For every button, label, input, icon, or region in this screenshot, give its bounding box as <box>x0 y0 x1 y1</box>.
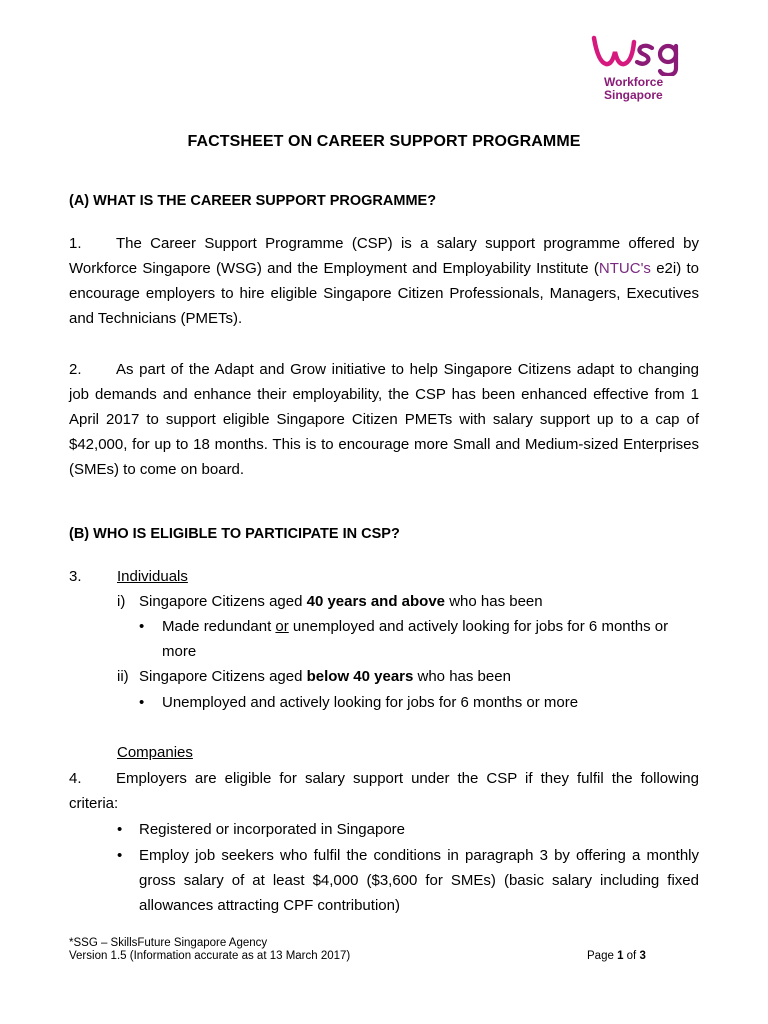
paragraph-1-number: 1. <box>69 235 82 252</box>
logo-line-workforce: Workforce <box>604 75 664 89</box>
bullet-dot-icon: • <box>117 821 123 838</box>
individuals-item-i-bullet <box>162 614 668 639</box>
bullet-dot-icon: • <box>139 694 145 711</box>
paragraph-2-number: 2. <box>69 361 82 378</box>
individuals-item-ii-pre: Singapore Citizens aged <box>139 668 307 685</box>
paragraph-3-number: 3. <box>69 568 82 585</box>
paragraph-1-text-before: The Career Support Programme (CSP) is a salary support programme offered by Workforce Singapore (WSG) and the Employment and Employability Institute ( <box>69 235 699 277</box>
bullet-i-or: or <box>275 618 289 635</box>
paragraph-4-number: 4. <box>69 770 82 787</box>
individuals-item-i-bullet-cont: more <box>162 643 197 660</box>
bullet-i-post: unemployed and actively looking for jobs for 6 months or <box>288 618 669 635</box>
roman-i-marker: i) <box>117 593 126 610</box>
page-of: of <box>623 950 640 962</box>
individuals-item-ii-bold: below 40 years <box>306 668 414 685</box>
roman-ii-marker: ii) <box>117 668 129 685</box>
paragraph-1-text-after: e2i) to encourage employers to hire eligible Singapore Citizen Professionals, Managers, Executives and Technicians (PMETs). <box>69 260 700 327</box>
company-criteria-bullet-1: Registered or incorporated in Singapore <box>139 821 405 838</box>
individuals-item-i-bold: 40 years and above <box>306 593 446 610</box>
individuals-item-ii <box>139 664 511 689</box>
individuals-item-ii-bullet: Unemployed and actively looking for jobs for 6 months or more <box>162 694 579 711</box>
bullet-i-pre: Made redundant <box>162 618 276 635</box>
bullet-dot-icon: • <box>139 618 145 635</box>
footer-version: Version 1.5 (Information accurate as at 13 March 2017) <box>69 950 351 962</box>
individuals-item-i-post: who has been <box>445 593 543 610</box>
paragraph-4-text: Employers are eligible for salary support under the CSP if they fulfil the following criteria: <box>69 770 699 812</box>
wsg-logo-mark-icon <box>588 28 698 76</box>
logo-line-singapore: Singapore <box>604 88 663 102</box>
page-title: FACTSHEET ON CAREER SUPPORT PROGRAMME <box>187 133 581 150</box>
page-label: Page <box>587 950 618 962</box>
paragraph-1 <box>69 231 699 331</box>
paragraph-1-ntuc: NTUC's <box>598 260 651 277</box>
page-total: 3 <box>639 950 646 962</box>
footer-page-number <box>587 950 646 963</box>
bullet-dot-icon: • <box>117 847 123 864</box>
individuals-label: Individuals <box>117 568 188 585</box>
section-b-heading: (B) WHO IS ELIGIBLE TO PARTICIPATE IN CSP? <box>69 526 400 542</box>
company-criteria-bullet-2: Employ job seekers who fulfil the conditions in paragraph 3 by offering a monthly gross salary of at least $4,000 ($3,600 for SMEs) (basic salary including fixed allowances attracting CPF contribution) <box>139 847 699 914</box>
wsg-logo <box>588 28 698 104</box>
individuals-item-i <box>139 589 543 614</box>
individuals-item-i-pre: Singapore Citizens aged <box>139 593 307 610</box>
paragraph-2 <box>69 357 699 482</box>
paragraph-4 <box>69 766 699 816</box>
companies-label: Companies <box>117 744 193 761</box>
footer-note: *SSG – SkillsFuture Singapore Agency <box>69 937 268 949</box>
section-a-heading: (A) WHAT IS THE CAREER SUPPORT PROGRAMME? <box>69 193 437 209</box>
paragraph-2-text: As part of the Adapt and Grow initiative to help Singapore Citizens adapt to changing job demands and enhance their employability, the CSP has been enhanced effective from 1 April 2017 to support eligible Singapore Citizen PMETs with salary support up to a cap of $42,000, for up to 18 months. This is to encourage more Small and Medium-sized Enterprises (SMEs) to come on board. <box>69 361 699 478</box>
page-current: 1 <box>617 950 624 962</box>
individuals-item-ii-post: who has been <box>413 668 511 685</box>
